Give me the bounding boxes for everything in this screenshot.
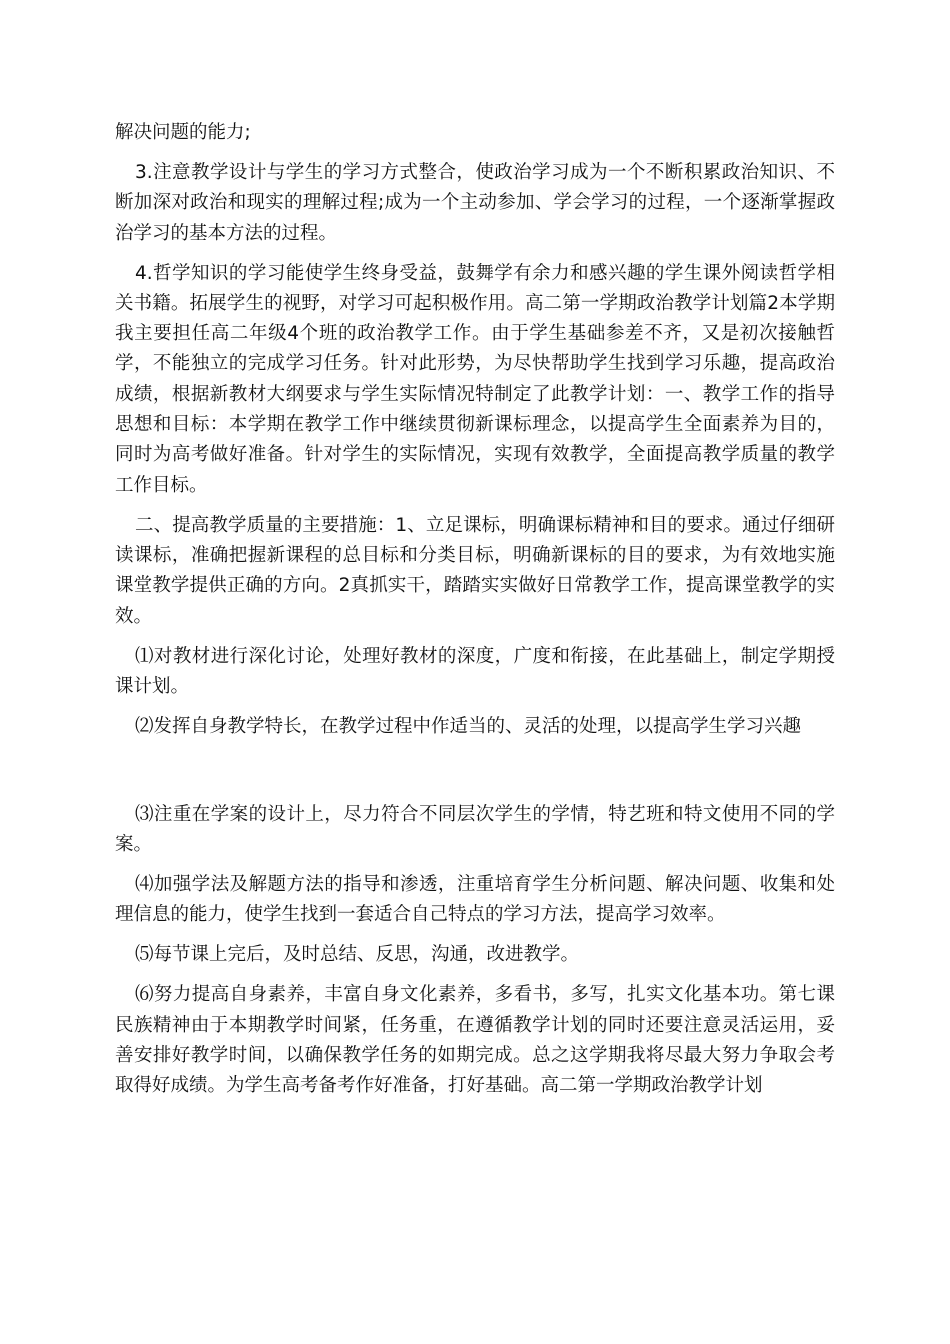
paragraph-gap	[115, 752, 835, 800]
paragraph-9: ⑸每节课上完后，及时总结、反思，沟通，改进教学。	[135, 944, 580, 966]
paragraph-3: 4.哲学知识的学习能使学生终身受益，鼓舞学有余力和感兴趣的学生课外阅读哲学相关书籍。拓展学生的视野，对学习可起积极作用。高二第一学期政治教学计划篇2本学期我主要担任高二年级4个班的政治教学工作。由于学生基础参差不齐，又是初次接触哲学，不能独立的完成学习任务。针对此形势，为尽快帮助学生找到学习乐趣，提高政治成绩，根据新教材大纲要求与学生实际情况特制定了此教学计划：一、教学工作的指导思想和目标：本学期在教学工作中继续贯彻新课标理念，以提高学生全面素养为目的，同时为高考做好准备。针对学生的实际情况，实现有效教学，全面提高教学质量的教学工作目标。	[115, 262, 835, 496]
paragraph-1: 解决问题的能力;	[115, 122, 251, 143]
paragraph-10: ⑹努力提高自身素养，丰富自身文化素养，多看书，多写，扎实文化基本功。第七课民族精神由于本期教学时间紧，任务重，在遵循教学计划的同时还要注意灵活运用，妥善安排好教学时间，以确保教学任务的如期完成。总之这学期我将尽最大努力争取会考取得好成绩。为学生高考备考作好准备，打好基础。高二第一学期政治教学计划	[115, 984, 835, 1097]
paragraph-6: ⑵发挥自身教学特长，在教学过程中作适当的、灵活的处理，以提高学生学习兴趣	[135, 715, 802, 737]
paragraph-5: ⑴对教材进行深化讨论，处理好教材的深度，广度和衔接，在此基础上，制定学期授课计划。	[115, 645, 835, 697]
paragraph-4: 二、提高教学质量的主要措施：1、立足课标，明确课标精神和目的要求。通过仔细研读课标，准确把握新课程的总目标和分类目标，明确新课标的目的要求，为有效地实施课堂教学提供正确的方向。2真抓实干，踏踏实实做好日常教学工作，提高课堂教学的实效。	[115, 514, 835, 627]
paragraph-2: 3.注意教学设计与学生的学习方式整合，使政治学习成为一个不断积累政治知识、不断加深对政治和现实的理解过程;成为一个主动参加、学会学习的过程，一个逐渐掌握政治学习的基本方法的过程。	[115, 161, 835, 244]
paragraph-8: ⑷加强学法及解题方法的指导和渗透，注重培育学生分析问题、解决问题、收集和处理信息的能力，使学生找到一套适合自己特点的学习方法，提高学习效率。	[115, 874, 835, 926]
paragraph-7: ⑶注重在学案的设计上，尽力符合不同层次学生的学情，特艺班和特文使用不同的学案。	[115, 803, 835, 856]
document-body	[115, 118, 835, 1111]
